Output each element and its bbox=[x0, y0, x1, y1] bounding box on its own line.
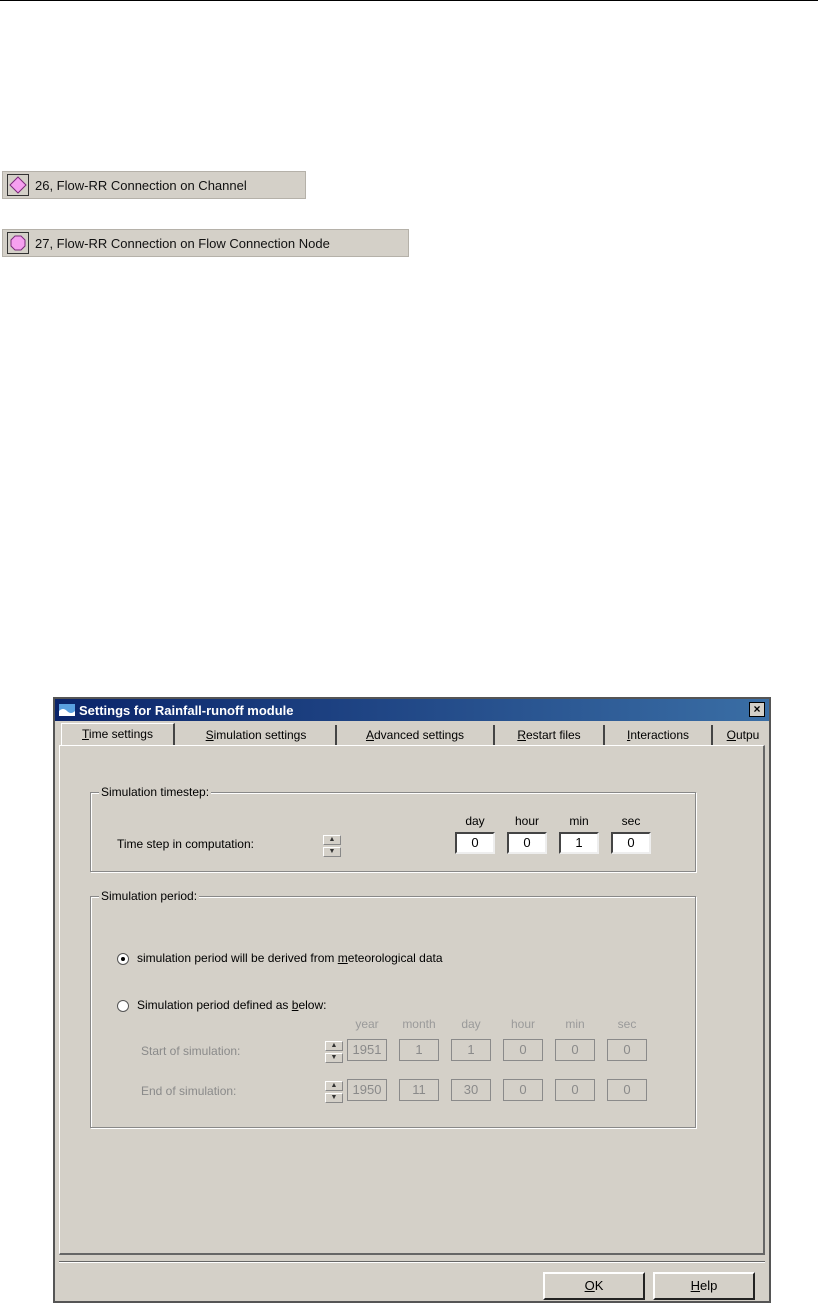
header-hour: hour bbox=[510, 1017, 536, 1031]
start-spinner[interactable] bbox=[325, 1041, 343, 1063]
tab-simulation-settings[interactable]: Simulation settings bbox=[177, 725, 337, 745]
timestep-spinner[interactable] bbox=[323, 835, 341, 857]
spin-up-icon[interactable]: ▲ bbox=[325, 1081, 343, 1091]
tab-interactions[interactable]: Interactions bbox=[605, 725, 713, 745]
end-spinner[interactable] bbox=[325, 1081, 343, 1103]
start-min-field[interactable]: 0 bbox=[555, 1039, 595, 1061]
pink-diamond-icon bbox=[7, 174, 29, 196]
simulation-timestep-group bbox=[90, 785, 696, 872]
spin-down-icon[interactable]: ▼ bbox=[323, 847, 341, 857]
tab-strip bbox=[59, 723, 765, 745]
header-month: month bbox=[402, 1017, 436, 1031]
timestep-sec-field[interactable]: 0 bbox=[611, 832, 651, 854]
header-hour: hour bbox=[514, 814, 540, 828]
derived-period-radio[interactable] bbox=[117, 953, 129, 965]
header-year: year bbox=[355, 1017, 379, 1031]
end-year-field[interactable]: 1950 bbox=[347, 1079, 387, 1101]
tab-output[interactable]: Outpu bbox=[726, 728, 760, 742]
header-day: day bbox=[465, 814, 485, 828]
header-sec: sec bbox=[621, 814, 641, 828]
tab-restart-files[interactable]: Restart files bbox=[495, 725, 605, 745]
simulation-period-group bbox=[90, 889, 696, 1128]
legend-item-channel bbox=[2, 171, 306, 199]
group-title: Simulation timestep: bbox=[101, 785, 210, 799]
start-hour-field[interactable]: 0 bbox=[503, 1039, 543, 1061]
header-sec: sec bbox=[617, 1017, 637, 1031]
time-settings-panel bbox=[59, 745, 765, 1255]
dialog-title: Settings for Rainfall-runoff module bbox=[79, 702, 294, 718]
ok-button[interactable]: OK bbox=[543, 1272, 645, 1300]
timestep-day-field[interactable]: 0 bbox=[455, 832, 495, 854]
pink-octagon-icon bbox=[7, 232, 29, 254]
tab-advanced-settings[interactable]: Advanced settings bbox=[337, 725, 495, 745]
settings-dialog bbox=[53, 697, 771, 1303]
header-min: min bbox=[565, 1017, 585, 1031]
end-hour-field[interactable]: 0 bbox=[503, 1079, 543, 1101]
close-button[interactable]: × bbox=[749, 702, 765, 717]
timestep-hour-field[interactable]: 0 bbox=[507, 832, 547, 854]
end-min-field[interactable]: 0 bbox=[555, 1079, 595, 1101]
help-button[interactable]: Help bbox=[653, 1272, 755, 1300]
start-month-field[interactable]: 1 bbox=[399, 1039, 439, 1061]
timestep-min-field[interactable]: 1 bbox=[559, 832, 599, 854]
app-icon bbox=[59, 704, 75, 716]
start-year-field[interactable]: 1951 bbox=[347, 1039, 387, 1061]
header-day: day bbox=[461, 1017, 481, 1031]
defined-period-radio[interactable] bbox=[117, 1000, 129, 1012]
legend-label: 27, Flow-RR Connection on Flow Connection Node bbox=[35, 235, 330, 251]
legend-label: 26, Flow-RR Connection on Channel bbox=[35, 177, 247, 193]
spin-down-icon[interactable]: ▼ bbox=[325, 1053, 343, 1063]
group-title: Simulation period: bbox=[101, 889, 198, 903]
dialog-titlebar[interactable] bbox=[55, 699, 769, 721]
start-day-field[interactable]: 1 bbox=[451, 1039, 491, 1061]
defined-period-label[interactable]: Simulation period defined as below: bbox=[137, 998, 327, 1012]
derived-period-label[interactable]: simulation period will be derived from meteorological data bbox=[137, 951, 443, 965]
end-sec-field[interactable]: 0 bbox=[607, 1079, 647, 1101]
spin-up-icon[interactable]: ▲ bbox=[325, 1041, 343, 1051]
start-sec-field[interactable]: 0 bbox=[607, 1039, 647, 1061]
start-of-simulation-label: Start of simulation: bbox=[141, 1044, 241, 1058]
header-min: min bbox=[569, 814, 589, 828]
timestep-label: Time step in computation: bbox=[117, 837, 254, 851]
legend-item-node bbox=[2, 229, 409, 257]
end-of-simulation-label: End of simulation: bbox=[141, 1084, 237, 1098]
spin-down-icon[interactable]: ▼ bbox=[325, 1093, 343, 1103]
end-day-field[interactable]: 30 bbox=[451, 1079, 491, 1101]
end-month-field[interactable]: 11 bbox=[399, 1079, 439, 1101]
spin-up-icon[interactable]: ▲ bbox=[323, 835, 341, 845]
tab-time-settings[interactable]: Time settings bbox=[61, 723, 175, 745]
button-row-separator bbox=[59, 1261, 765, 1263]
top-rule bbox=[0, 0, 818, 1]
